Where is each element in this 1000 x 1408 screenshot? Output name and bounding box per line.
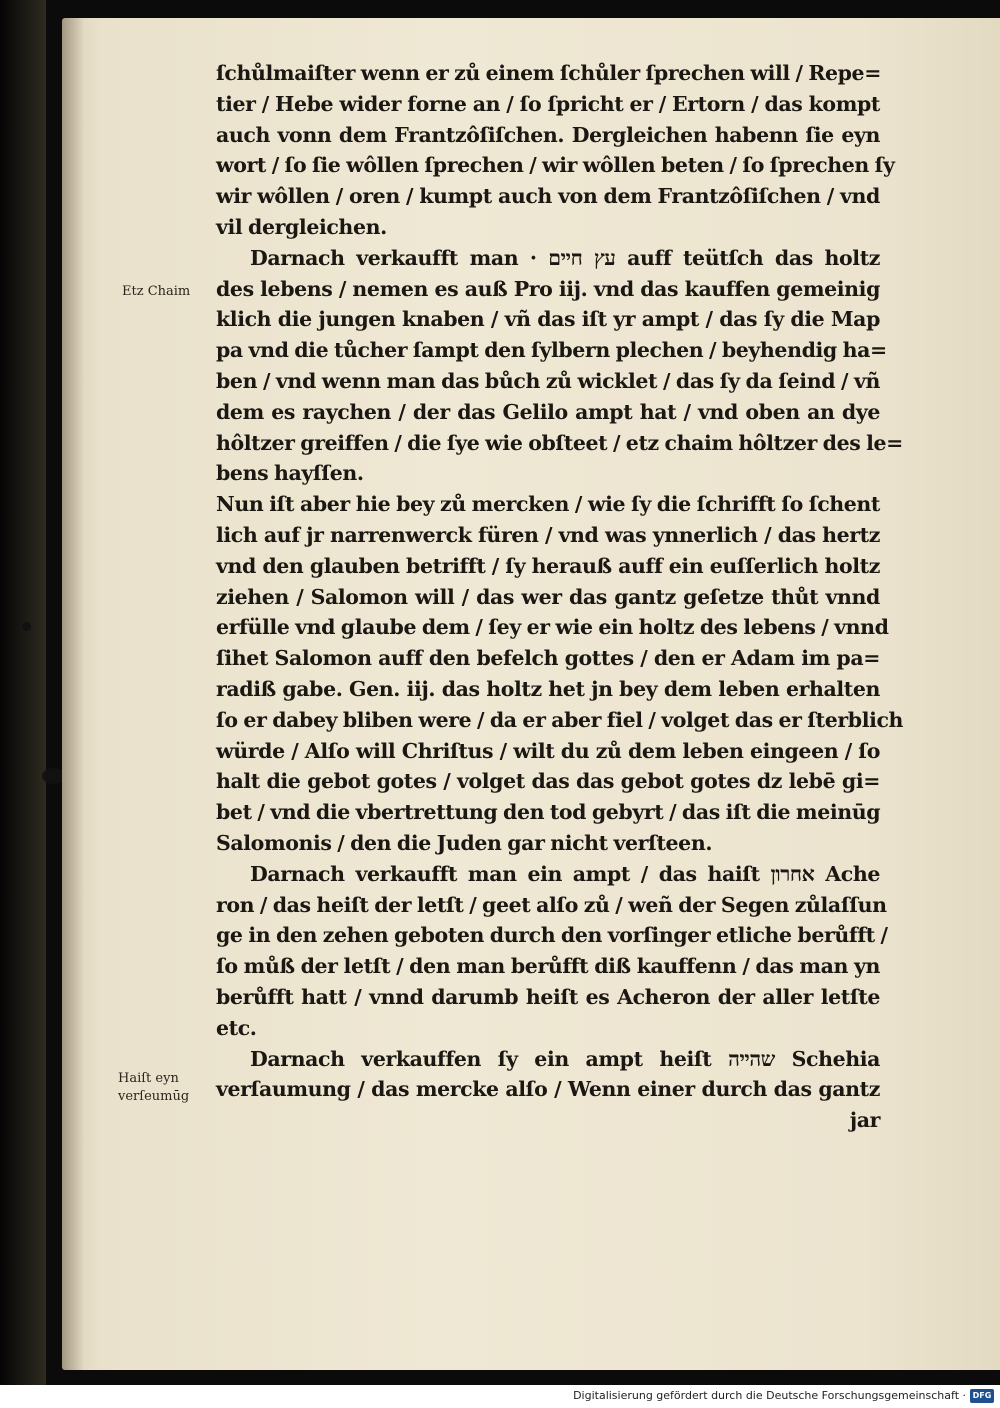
text-line: dem es raychen / der das Gelilo ampt hat / vnd oben an dye: [216, 399, 880, 424]
text-line: halt die gebot gotes / volget das das gebot gotes dz lebē gi=: [216, 769, 880, 794]
text-line: ge in den zehen geboten durch den vorſinger etliche berůfft /: [216, 923, 888, 948]
marginal-note-versaumung: [118, 1070, 189, 1106]
text-line: lich auf jr narrenwerck füren / vnd was ynnerlich / das hertz: [216, 522, 880, 547]
text-line: etc.: [216, 1015, 257, 1040]
text-line: vnd den glauben betrifft / ſy herauß auff ein euſſerlich holtz: [216, 553, 880, 578]
body-text: [216, 58, 904, 1136]
text-line: Salomonis / den die Juden gar nicht verſteen.: [216, 830, 713, 855]
dfg-logo-icon: DFG: [970, 1389, 994, 1403]
marginal-line: Etz Chaim: [122, 284, 191, 299]
text-line: ſihet Salomon auff den befelch gottes / den er Adam im pa=: [216, 646, 880, 671]
text-line: des lebens / nemen es auß Pro iij. vnd das kauffen gemeinig: [216, 276, 880, 301]
text-line: pa vnd die tůcher ſampt den ſylbern plechen / beyhendig ha=: [216, 338, 887, 363]
text-line: ſo můß der letſt / den man berůfft diß kauffenn / das man yn: [216, 954, 880, 979]
text-line: ſchůlmaiſter wenn er zů einem ſchůler ſprechen will / Repe=: [216, 61, 881, 85]
text-line: ziehen / Salomon will / das wer das gantz geſetze thůt vnnd: [216, 584, 880, 609]
text-line: Darnach verkaufft man · עץ חיים auff teütſch das holtz: [250, 245, 881, 270]
text-line: wir wôllen / oren / kumpt auch von dem Frantzôſiſchen / vnd: [216, 184, 880, 209]
page-fold-shadow: [62, 18, 84, 1370]
text-line: hôltzer greiffen / die ſye wie obſteet / etz chaim hôltzer des le=: [216, 430, 903, 455]
text-line: wort / ſo ſie wôllen ſprechen / wir wôllen beten / ſo ſprechen ſy: [216, 153, 895, 178]
marginal-line: verſeumūg: [118, 1089, 190, 1104]
text-line: erfülle vnd glaube dem / ſey er wie ein holtz des lebens / vnnd: [216, 615, 889, 640]
footer-bar: [0, 1385, 1000, 1408]
text-line: bet / vnd die vbertrettung den tod gebyrt / das iſt die meinūg: [216, 800, 881, 825]
footer-credit: Digitalisierung gefördert durch die Deutsche Forschungsgemeinschaft ·: [573, 1389, 966, 1402]
text-line: tier / Hebe wider forne an / ſo ſpricht er / Ertorn / das kompt: [216, 91, 880, 116]
book-edge: [0, 0, 46, 1385]
marginal-line: Haiſt eyn: [118, 1071, 179, 1086]
text-line: Darnach verkauffen ſy ein ampt heiſt שהייה Schehia: [250, 1046, 881, 1071]
text-line: radiß gabe. Gen. iij. das holtz het jn bey dem leben erhalten: [216, 676, 880, 701]
ink-blot: [22, 622, 31, 631]
text-line: ben / vnd wenn man das bůch zů wicklet / das ſy da ſeind / vñ: [216, 368, 880, 393]
text-line: klich die jungen knaben / vñ das iſt yr ampt / das ſy die Map: [216, 307, 880, 332]
catchword: jar: [849, 1108, 880, 1133]
text-line: Darnach verkaufft man ein ampt / das haiſt אחרון Ache: [250, 861, 880, 886]
text-line: berůfft hatt / vnnd darumb heiſt es Acheron der aller letſte: [216, 984, 880, 1009]
text-line: ſo er dabey bliben were / da er aber fiel / volget das er ſterblich: [216, 707, 904, 732]
marginal-note-etz-chaim: [122, 283, 190, 301]
text-line: Nun iſt aber hie bey zů mercken / wie ſy die ſchrifft ſo ſchent: [216, 492, 880, 517]
text-line: verſaumung / das mercke alſo / Wenn einer durch das gantz: [216, 1077, 880, 1102]
text-line: würde / Alſo will Chriſtus / wilt du zů dem leben eingeen / ſo: [216, 738, 880, 763]
text-line: bens hayſſen.: [216, 461, 364, 486]
text-line: auch vonn dem Frantzôſiſchen. Dergleichen habenn ſie eyn: [216, 122, 880, 147]
text-line: ron / das heiſt der letſt / geet alſo zů / weñ der Segen zůlaſſun: [216, 892, 887, 917]
text-line: vil dergleichen.: [216, 214, 387, 239]
